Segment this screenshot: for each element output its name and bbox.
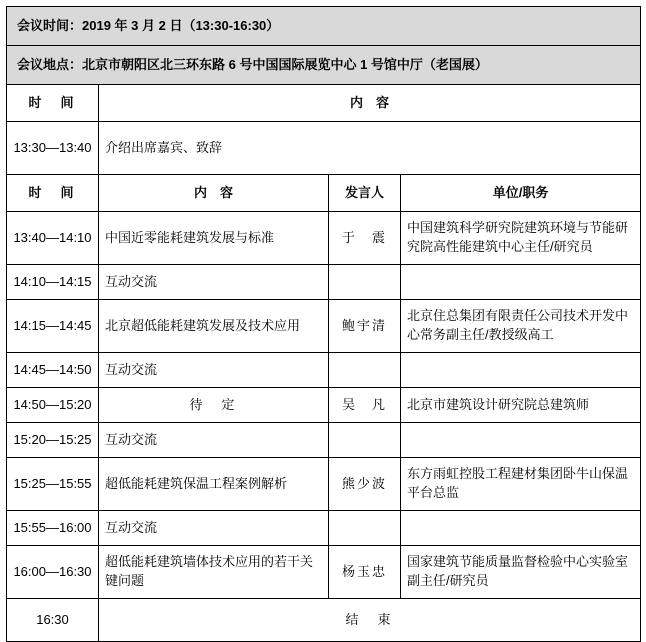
row-unit: 北京住总集团有限责任公司技术开发中心常务副主任/教授级高工 xyxy=(401,300,641,353)
row-time: 15:55—16:00 xyxy=(7,511,99,546)
row-content: 待 定 xyxy=(99,388,329,423)
row-unit xyxy=(401,353,641,388)
row-time: 13:40—14:10 xyxy=(7,212,99,265)
table-row xyxy=(7,300,641,353)
meeting-time-row xyxy=(7,7,641,46)
row-unit xyxy=(401,423,641,458)
row-speaker: 熊少波 xyxy=(329,458,401,511)
column-header-row-top xyxy=(7,85,641,122)
meeting-place-cell xyxy=(7,46,641,85)
column-header-time-2: 时 间 xyxy=(7,175,99,212)
table-row-opening xyxy=(7,122,641,175)
row-unit: 东方雨虹控股工程建材集团卧牛山保温平台总监 xyxy=(401,458,641,511)
row-time: 16:00—16:30 xyxy=(7,546,99,599)
row-unit: 北京市建筑设计研究院总建筑师 xyxy=(401,388,641,423)
row-content: 中国近零能耗建筑发展与标准 xyxy=(99,212,329,265)
row-speaker: 吴 凡 xyxy=(329,388,401,423)
row-time: 14:45—14:50 xyxy=(7,353,99,388)
row-unit: 中国建筑科学研究院建筑环境与节能研究院高性能建筑中心主任/研究员 xyxy=(401,212,641,265)
row-speaker: 杨玉忠 xyxy=(329,546,401,599)
row-time: 15:20—15:25 xyxy=(7,423,99,458)
column-header-content-2: 内 容 xyxy=(99,175,329,212)
table-row xyxy=(7,212,641,265)
row-content: 互动交流 xyxy=(99,511,329,546)
table-row xyxy=(7,353,641,388)
row-speaker xyxy=(329,423,401,458)
meeting-time-label: 会议时间： xyxy=(17,17,83,33)
row-unit xyxy=(401,511,641,546)
row-speaker: 鲍宇清 xyxy=(329,300,401,353)
row-time: 15:25—15:55 xyxy=(7,458,99,511)
column-header-time: 时 间 xyxy=(7,85,99,122)
table-row xyxy=(7,458,641,511)
row-content: 北京超低能耗建筑发展及技术应用 xyxy=(99,300,329,353)
table-row xyxy=(7,511,641,546)
closing-content: 结 束 xyxy=(99,599,641,642)
row-time: 14:10—14:15 xyxy=(7,265,99,300)
row-speaker: 于 震 xyxy=(329,212,401,265)
table-row xyxy=(7,265,641,300)
row-speaker xyxy=(329,353,401,388)
table-row xyxy=(7,546,641,599)
row-content: 互动交流 xyxy=(99,353,329,388)
meeting-time-cell xyxy=(7,7,641,46)
column-header-unit: 单位/职务 xyxy=(401,175,641,212)
row-content: 互动交流 xyxy=(99,265,329,300)
opening-time: 13:30—13:40 xyxy=(7,122,99,175)
meeting-time-value: 2019 年 3 月 2 日（13:30-16:30） xyxy=(82,17,280,33)
column-header-content: 内 容 xyxy=(99,85,641,122)
meeting-place-label: 会议地点： xyxy=(17,56,83,72)
row-unit: 国家建筑节能质量监督检验中心实验室副主任/研究员 xyxy=(401,546,641,599)
closing-time: 16:30 xyxy=(7,599,99,642)
meeting-place-value: 北京市朝阳区北三环东路 6 号中国国际展览中心 1 号馆中厅（老国展） xyxy=(82,56,488,72)
row-content: 超低能耗建筑墙体技术应用的若干关键问题 xyxy=(99,546,329,599)
row-speaker xyxy=(329,511,401,546)
column-header-row-main xyxy=(7,175,641,212)
meeting-place-row xyxy=(7,46,641,85)
table-row xyxy=(7,423,641,458)
row-speaker xyxy=(329,265,401,300)
row-time: 14:15—14:45 xyxy=(7,300,99,353)
column-header-speaker: 发言人 xyxy=(329,175,401,212)
row-content: 超低能耗建筑保温工程案例解析 xyxy=(99,458,329,511)
table-row-closing xyxy=(7,599,641,642)
opening-content: 介绍出席嘉宾、致辞 xyxy=(99,122,641,175)
row-time: 14:50—15:20 xyxy=(7,388,99,423)
row-content: 互动交流 xyxy=(99,423,329,458)
agenda-table xyxy=(6,6,641,642)
row-unit xyxy=(401,265,641,300)
table-row xyxy=(7,388,641,423)
